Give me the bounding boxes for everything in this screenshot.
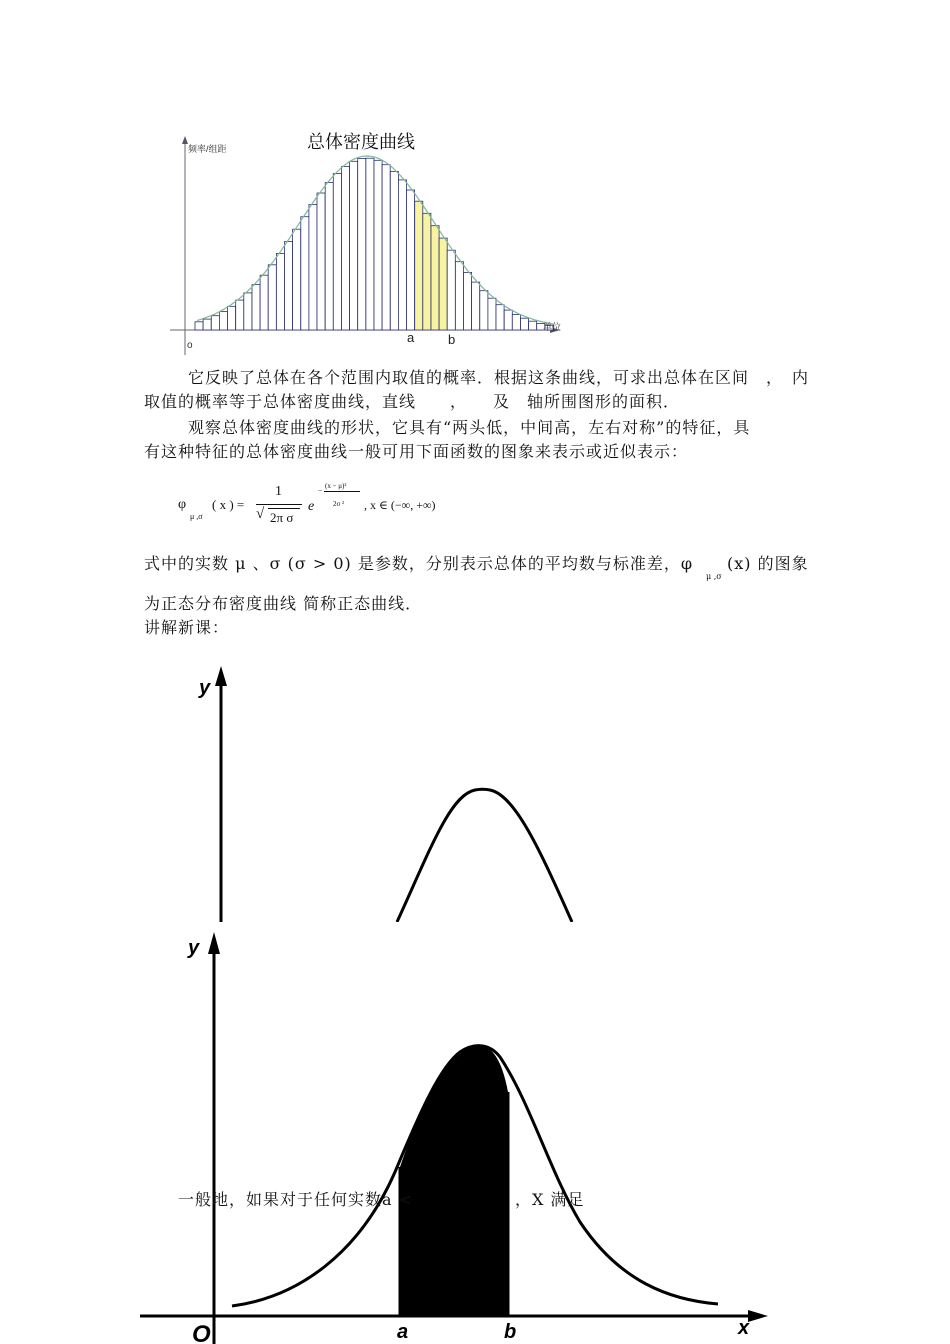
- histogram-bar: [285, 242, 293, 330]
- histogram-mark-a: a: [407, 330, 415, 345]
- histogram-y-arrow: [182, 136, 188, 144]
- histogram-bar: [195, 322, 203, 330]
- histogram-mark-b: b: [448, 332, 456, 347]
- histogram-bar: [447, 250, 455, 330]
- histogram-bar: [260, 275, 268, 330]
- histogram-bar: [236, 300, 244, 330]
- formula-base: e: [308, 499, 315, 514]
- histogram-bar: [521, 318, 529, 330]
- histogram-bar: [398, 180, 406, 330]
- figure2-x-arrow: [748, 1310, 768, 1322]
- histogram-bar: [228, 306, 236, 330]
- histogram-bar: [390, 171, 398, 330]
- histogram-bar: [211, 316, 219, 330]
- histogram-bar: [293, 229, 301, 330]
- paragraph-3-line-1: 式中的实数 μ 、σ (σ > 0) 是参数，分别表示总体的平均数与标准差，φ (x) 的图象: [144, 554, 809, 573]
- histogram-bar: [431, 226, 439, 330]
- histogram-bar: [480, 291, 488, 330]
- histogram-bar: [301, 217, 309, 330]
- bell-curve-figure-1: [180, 660, 800, 922]
- histogram-bar: [317, 193, 325, 330]
- histogram-bar: [268, 265, 276, 330]
- figure2-y-label: y: [188, 937, 200, 959]
- paragraph-1-line-1: 它反映了总体在各个范围内取值的概率．根据这条曲线，可求出总体在区间 ， 内: [188, 368, 810, 387]
- histogram-bar: [529, 321, 537, 330]
- paragraph-3-line-2: 为正态分布密度曲线 简称正态曲线．: [144, 594, 423, 613]
- histogram-bar: [325, 183, 333, 330]
- histogram-bar: [439, 238, 447, 330]
- bell-curve-figure-2: [140, 922, 780, 1344]
- overlay-text: 一般地，如果对于任何实数a < ，X 满足: [178, 1190, 585, 1209]
- histogram-bar: [374, 160, 382, 330]
- histogram-bar: [423, 213, 431, 330]
- histogram-bars: [195, 158, 553, 330]
- histogram-bar: [504, 310, 512, 330]
- figure1-y-label: y: [199, 677, 211, 699]
- figure2-y-arrow: [208, 932, 220, 954]
- histogram-origin: o: [187, 340, 193, 351]
- formula-domain: , x ∈ (−∞, +∞): [364, 498, 436, 512]
- formula-phi: φ: [178, 497, 187, 512]
- histogram-bar: [333, 174, 341, 330]
- formula-exponent-bottom: 2σ ²: [333, 500, 345, 508]
- histogram-bar: [488, 298, 496, 330]
- formula-sqrt-bar: [268, 508, 300, 509]
- histogram-bar: [455, 262, 463, 330]
- histogram-bar: [219, 312, 227, 331]
- formula-exponent-top: (x − μ)²: [325, 482, 347, 490]
- formula-sqrt-sign: √: [256, 506, 265, 522]
- formula-numerator: 1: [275, 484, 282, 499]
- formula-denominator: 2π σ: [270, 510, 294, 525]
- histogram-bar: [358, 159, 366, 331]
- histogram-bar: [407, 190, 415, 330]
- figure1-y-arrow: [215, 666, 227, 686]
- histogram-bar: [203, 319, 211, 330]
- formula-argument: ( x ) =: [212, 497, 245, 512]
- histogram-bar: [464, 272, 472, 330]
- histogram-bar: [415, 201, 423, 330]
- histogram-title: 总体密度曲线: [307, 132, 415, 153]
- histogram-chart: [165, 130, 585, 360]
- figure1-curve: [397, 789, 572, 922]
- shaded-area: [400, 1046, 508, 1316]
- paragraph-1-line-2: 取值的概率等于总体密度曲线，直线 ， 及 轴所围图形的面积．: [144, 392, 681, 411]
- formula-subscript: μ ,σ: [190, 512, 203, 521]
- histogram-bar: [366, 158, 374, 330]
- paragraph-2-line-1: 观察总体密度曲线的形状，它具有“两头低，中间高，左右对称”的特征，具: [188, 418, 751, 437]
- lecture-heading: 讲解新课：: [144, 618, 230, 637]
- histogram-bar: [350, 161, 358, 330]
- density-formula: φ μ ,σ ( x ) = 1 √ 2π σ e − (x − μ)² 2σ ² , x ∈ (−∞, +∞): [178, 482, 436, 525]
- histogram-y-label: 频率/组距: [188, 144, 227, 154]
- paragraph-3-subscript: μ ,σ: [706, 572, 722, 581]
- figure2-origin: O: [192, 1321, 211, 1344]
- histogram-x-label: 单位: [543, 322, 562, 332]
- histogram-bar: [309, 205, 317, 331]
- histogram-bar: [342, 166, 350, 330]
- figure2-mark-b: b: [504, 1321, 517, 1343]
- histogram-bar: [496, 305, 504, 330]
- histogram-bar: [382, 165, 390, 330]
- histogram-bar: [244, 293, 252, 330]
- paragraph-2-line-2: 有这种特征的总体密度曲线一般可用下面函数的图象来表示或近似表示：: [144, 442, 689, 461]
- figure2-mark-a: a: [397, 1321, 409, 1343]
- histogram-bar: [472, 282, 480, 330]
- formula-fraction-bar: [256, 504, 302, 505]
- histogram-bar: [276, 254, 284, 331]
- histogram-bar: [512, 315, 520, 330]
- figure2-x-label: x: [738, 1317, 750, 1339]
- histogram-bar: [252, 285, 260, 330]
